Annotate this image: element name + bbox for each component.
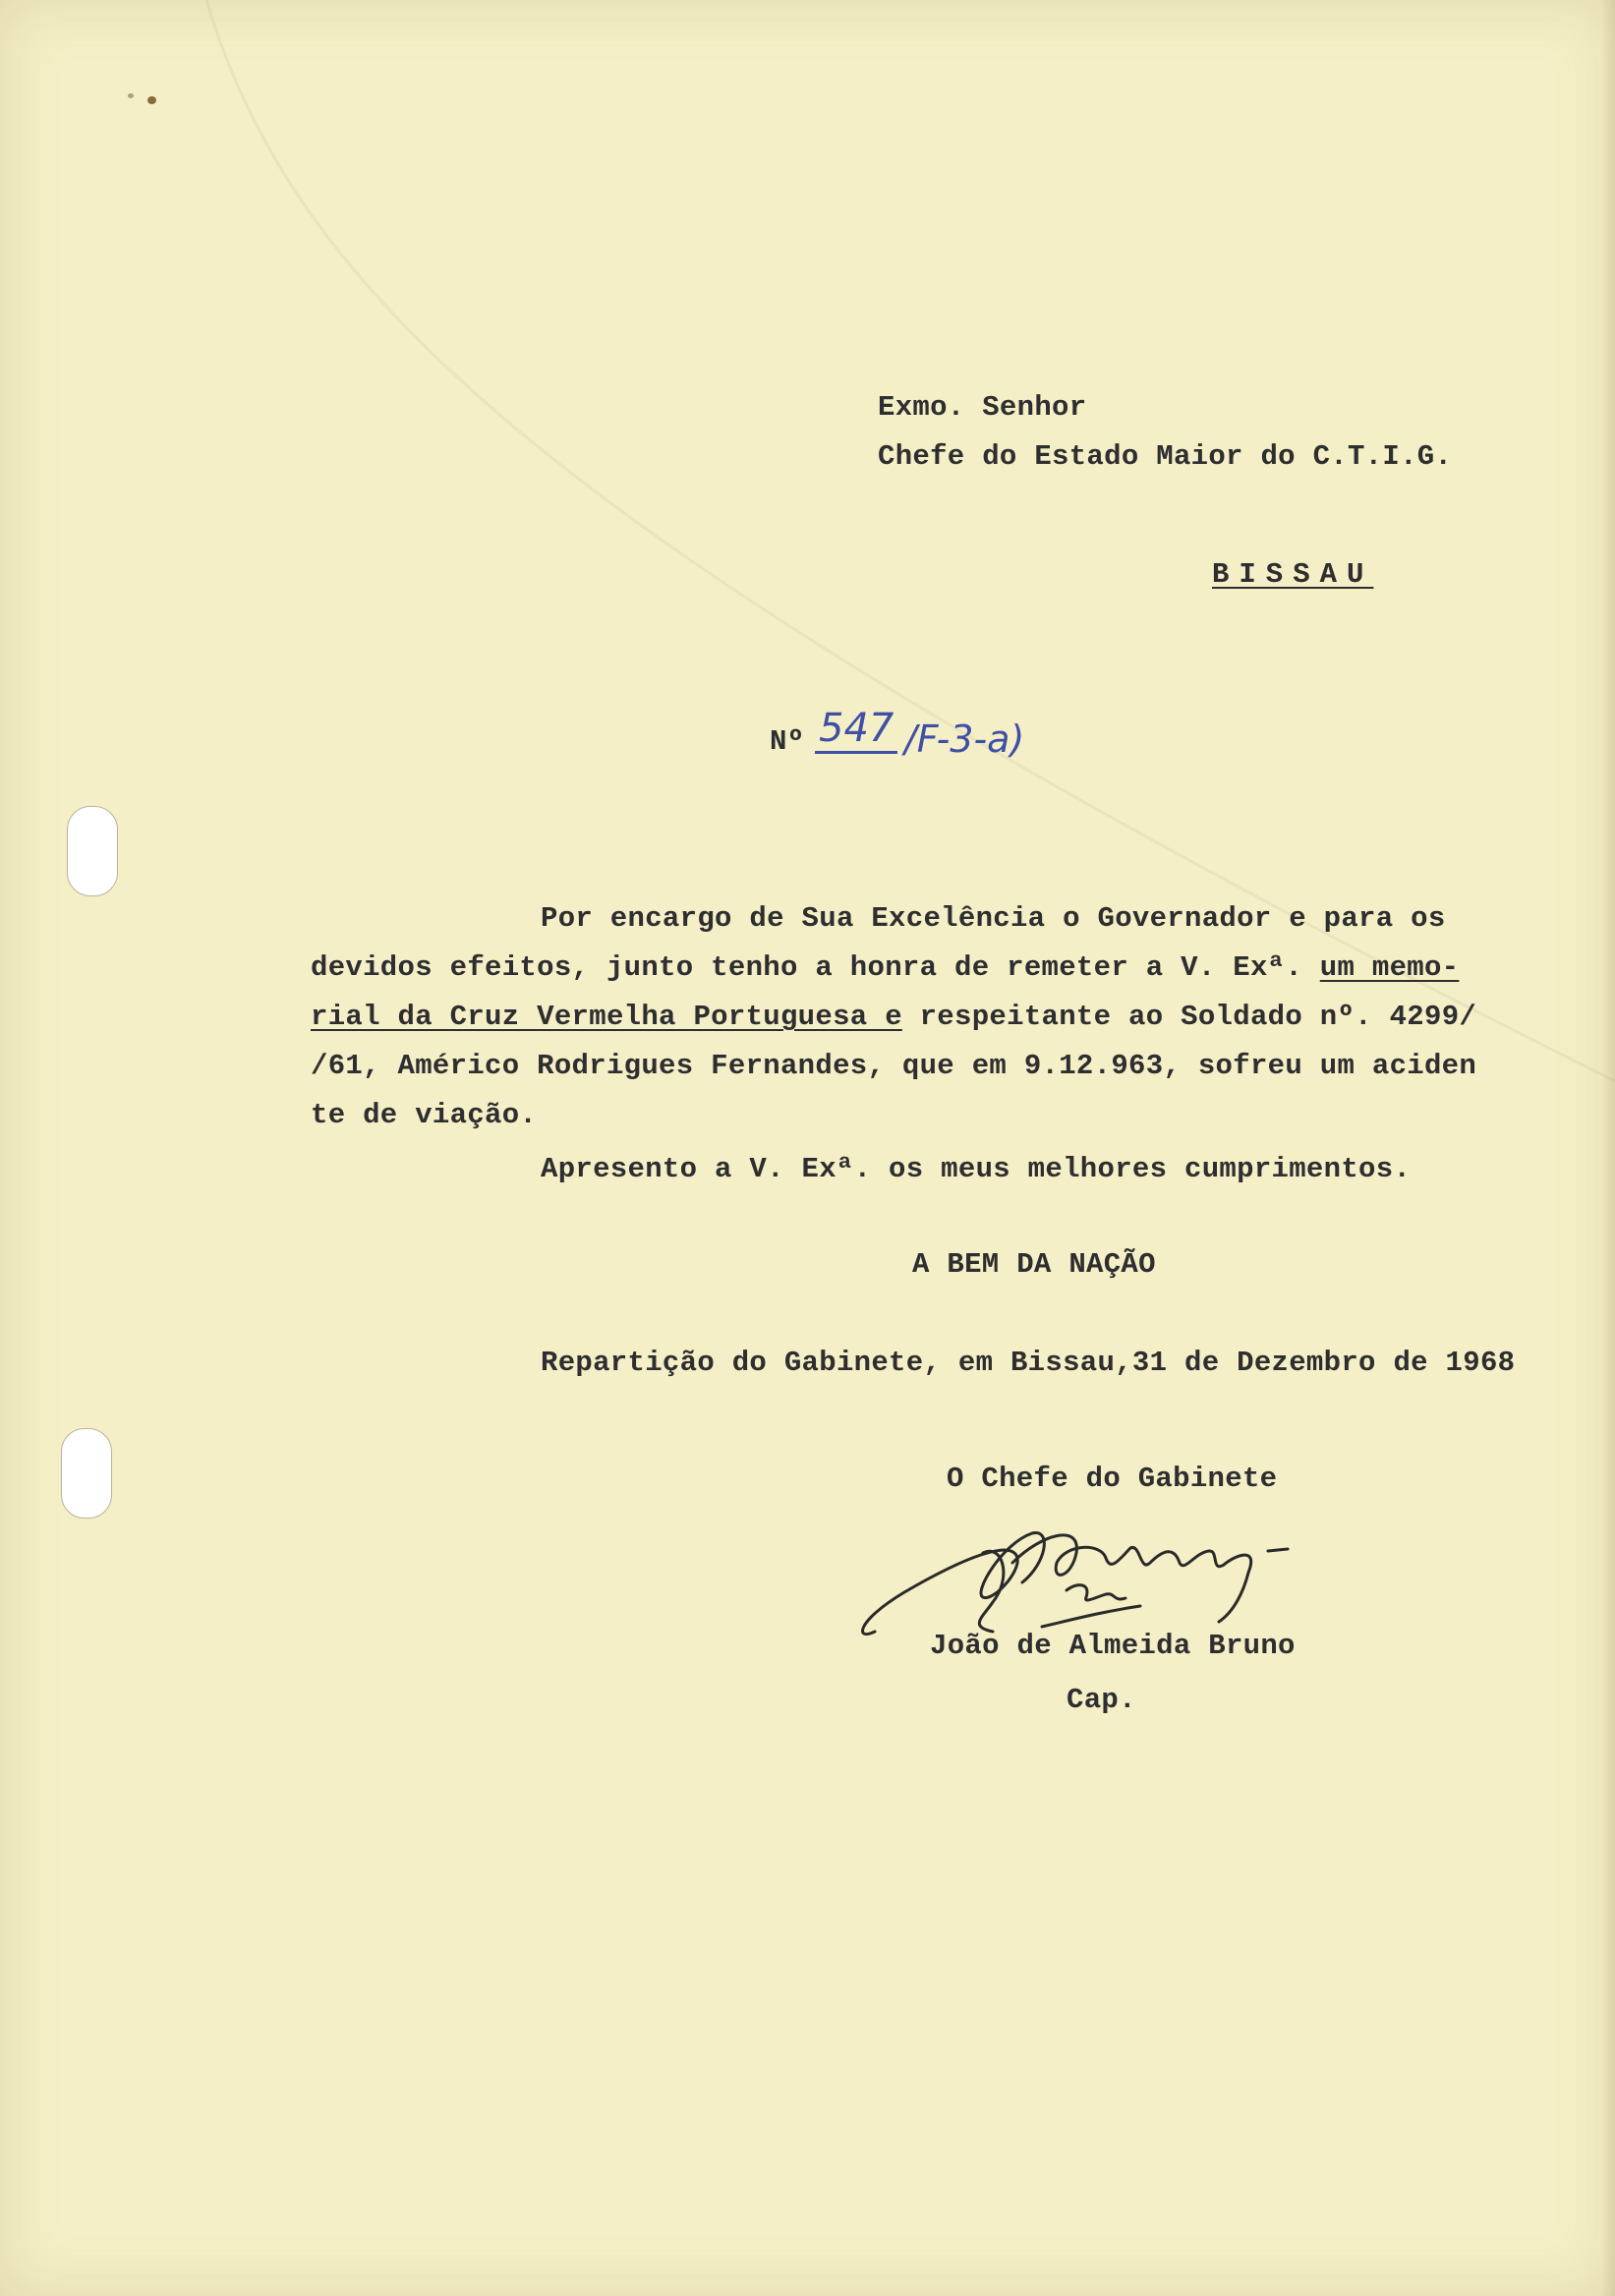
reference-classification: /F-3-a) [904,718,1025,761]
body-line: /61, Américo Rodrigues Fernandes, que em 9.12.963, sofreu um aciden [311,1050,1477,1082]
closing-place-date: Repartição do Gabinete, em Bissau,31 de Dezembro de 1968 [541,1347,1516,1379]
body-line: te de viação. [311,1099,538,1131]
body-text: respeitante ao Soldado nº. 4299/ [901,1001,1477,1033]
paper-stain [147,96,156,104]
recipient-title: Chefe do Estado Maior do C.T.I.G. [878,440,1453,473]
recipient-salutation: Exmo. Senhor [878,391,1087,424]
punch-hole [61,1428,112,1519]
signatory-role: O Chefe do Gabinete [947,1463,1278,1495]
body-line: Por encargo de Sua Excelência o Governador e para os [541,902,1446,935]
underlined-text: rial da Cruz Vermelha Portuguesa e [311,1001,902,1033]
body-line: Apresento a V. Exª. os meus melhores cumprimentos. [541,1153,1412,1185]
body-line [311,993,1476,1042]
signatory-rank: Cap. [1067,1684,1136,1716]
reference-number: 547 [815,706,897,754]
punch-hole [67,806,118,896]
closing-motto: A BEM DA NAÇÃO [912,1248,1156,1281]
reference-prefix: Nº [770,725,805,758]
body-line [311,944,1459,993]
paper-edge [1601,0,1615,2296]
underlined-text: um memo- [1319,951,1460,984]
recipient-city: BISSAU [1212,558,1374,591]
body-text: devidos efeitos, junto tenho a honra de remeter a V. Exª. [311,951,1320,984]
signatory-name: João de Almeida Bruno [930,1630,1296,1662]
paper-stain [128,93,134,98]
